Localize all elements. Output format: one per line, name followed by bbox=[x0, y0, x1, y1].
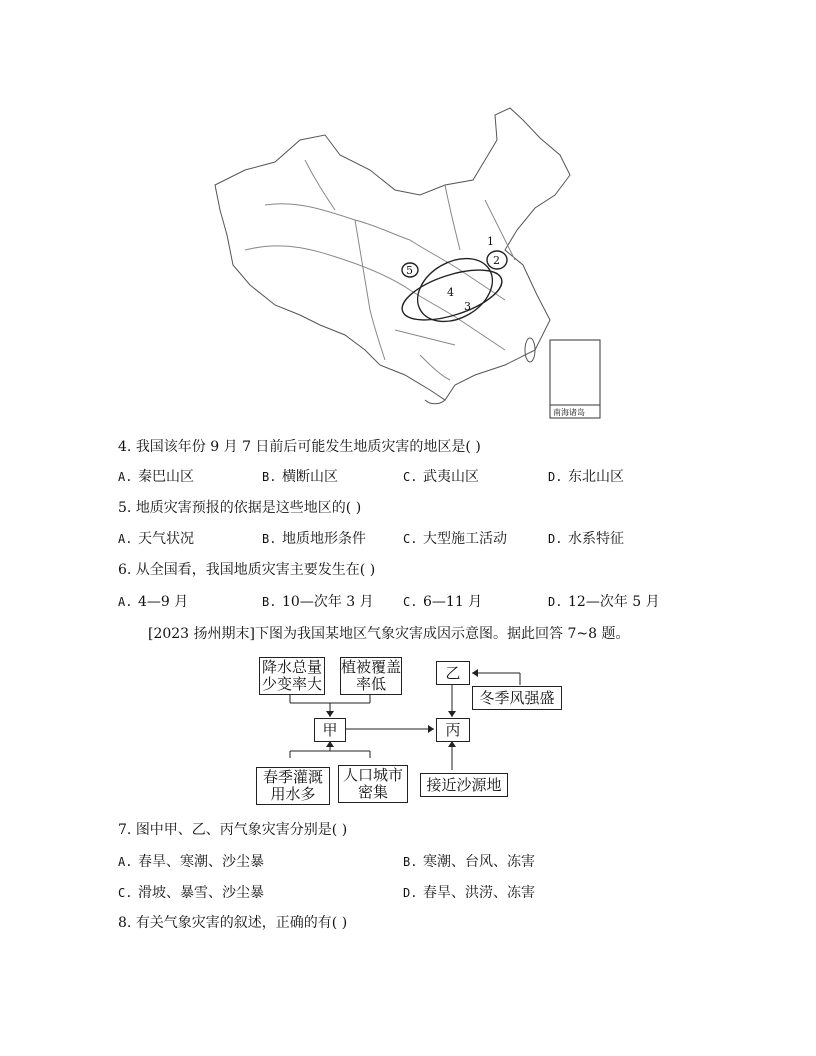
arrow-to-jia-top bbox=[326, 711, 334, 717]
option-4b[interactable]: B. 横断山区 bbox=[262, 469, 338, 485]
map-label-2: 2 bbox=[493, 254, 500, 267]
map-label-1: 1 bbox=[487, 235, 494, 248]
china-outline bbox=[215, 108, 570, 400]
flow-box-jia: 甲 bbox=[314, 718, 346, 742]
flow-box-sand-source: 接近沙源地 bbox=[420, 773, 508, 797]
disaster-flow-diagram bbox=[250, 655, 570, 805]
flow-box-population: 人口城市密集 bbox=[338, 765, 408, 803]
arrow-to-bing-left bbox=[428, 725, 434, 733]
option-5c[interactable]: C. 大型施工活动 bbox=[403, 531, 507, 547]
option-7b[interactable]: B. 寒潮、台风、冻害 bbox=[403, 854, 535, 870]
option-6b[interactable]: B. 10—次年 3 月 bbox=[262, 594, 374, 610]
question-8 bbox=[118, 914, 347, 932]
flow-box-vegetation: 植被覆盖率低 bbox=[341, 658, 402, 693]
option-7a[interactable]: A. 春旱、寒潮、沙尘暴 bbox=[118, 854, 264, 870]
option-4c[interactable]: C. 武夷山区 bbox=[403, 469, 479, 485]
option-4d[interactable]: D. 东北山区 bbox=[548, 469, 624, 485]
arrow-to-bing-top bbox=[448, 711, 456, 717]
flow-box-irrigation: 春季灌溉用水多 bbox=[256, 767, 330, 805]
flow-box-precipitation: 降水总量少变率大 bbox=[259, 657, 325, 695]
question-number: 4. bbox=[118, 439, 132, 455]
option-6d[interactable]: D. 12—次年 5 月 bbox=[548, 594, 660, 610]
china-map bbox=[205, 100, 615, 420]
question-text: 图中甲、乙、丙气象灾害分别是( ) bbox=[135, 822, 348, 838]
option-7c[interactable]: C. 滑坡、暴雪、沙尘暴 bbox=[118, 885, 264, 901]
question-7 bbox=[118, 821, 347, 839]
map-label-5: 5 bbox=[406, 264, 413, 277]
option-6c[interactable]: C. 6—11 月 bbox=[403, 594, 483, 610]
flow-box-winter-monsoon: 冬季风强盛 bbox=[472, 686, 562, 710]
question-number: 8. bbox=[118, 915, 132, 931]
map-label-4: 4 bbox=[447, 286, 454, 299]
flow-box-yi: 乙 bbox=[436, 661, 470, 685]
option-5a[interactable]: A. 天气状况 bbox=[118, 531, 194, 547]
option-5b[interactable]: B. 地质地形条件 bbox=[262, 531, 366, 547]
question-5 bbox=[118, 499, 361, 517]
question-number: 7. bbox=[118, 822, 132, 838]
question-4 bbox=[118, 438, 481, 456]
question-text: 地质灾害预报的依据是这些地区的( ) bbox=[135, 500, 362, 516]
flow-box-bing: 丙 bbox=[436, 718, 470, 742]
question-text: 我国该年份 9 月 7 日前后可能发生地质灾害的地区是( ) bbox=[135, 439, 481, 455]
map-inset-label: 南海诸岛 bbox=[553, 408, 585, 417]
option-7d[interactable]: D. 春旱、洪涝、冻害 bbox=[403, 885, 535, 901]
question-number: 6. bbox=[118, 562, 132, 578]
option-5d[interactable]: D. 水系特征 bbox=[548, 531, 624, 547]
question-6 bbox=[118, 561, 375, 579]
arrow-to-yi bbox=[472, 669, 478, 677]
option-4a[interactable]: A. 秦巴山区 bbox=[118, 469, 194, 485]
question-text: 有关气象灾害的叙述，正确的有( ) bbox=[135, 915, 348, 931]
question-number: 5. bbox=[118, 500, 132, 516]
section-intro: [2023 扬州期末]下图为我国某地区气象灾害成因示意图。据此回答 7~8 题。 bbox=[148, 626, 630, 642]
question-text: 从全国看，我国地质灾害主要发生在( ) bbox=[135, 562, 376, 578]
option-6a[interactable]: A. 4—9 月 bbox=[118, 594, 189, 610]
map-label-3: 3 bbox=[464, 300, 471, 313]
